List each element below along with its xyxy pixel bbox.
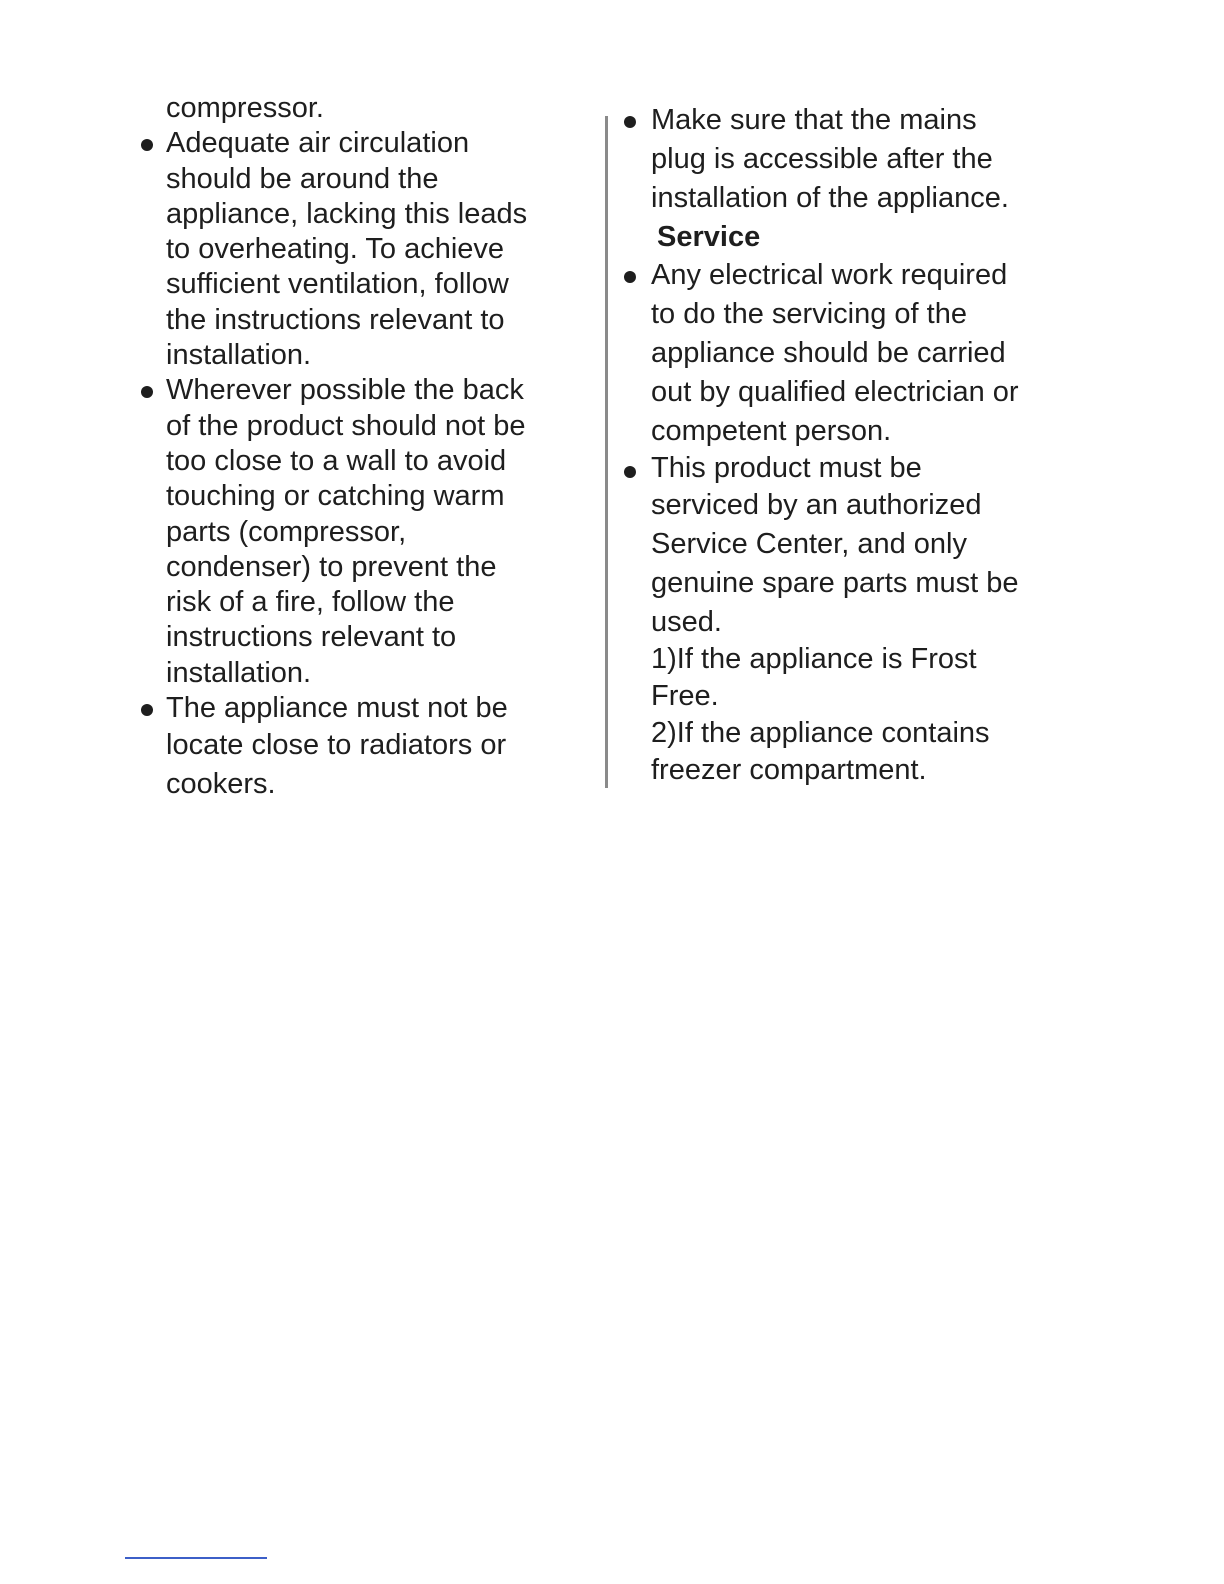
bullet-text-line: locate close to radiators or [166,729,507,762]
section-heading: Service [657,221,761,253]
bullet-text-line: instructions relevant to [166,621,457,654]
bullet-icon [141,139,153,151]
footnote-line: 1)If the appliance is Frost [651,643,977,675]
left-column [141,91,581,804]
bullet-text-line: to do the servicing of the [651,298,967,330]
continuation-text: compressor. [166,92,324,124]
footnote-line: 2)If the appliance contains [651,717,990,749]
bullet-text-line: too close to a wall to avoid [166,444,507,477]
bullet-icon [624,116,636,128]
bullet-text-line: parts (compressor, [166,515,407,548]
bullet-item [141,373,581,691]
bullet-text-line: installation of the appliance. [651,182,1009,214]
bullet-text-line: appliance should be carried [651,337,1006,369]
right-column [624,101,1084,790]
bullet-item [141,126,581,373]
footer-rule [125,1557,267,1559]
bullet-text-line: plug is accessible after the [651,143,993,175]
bullet-item [624,101,1084,218]
bullet-text-line: touching or catching warm [166,480,505,513]
footnote-line: Free. [651,680,719,712]
bullet-text-line: This product must be [651,452,922,484]
bullet-item [624,451,1084,642]
bullet-icon [624,466,636,478]
bullet-text-line: Adequate air circulation [166,127,470,160]
column-divider [605,116,608,788]
bullet-item [141,691,581,804]
bullet-text-line: condenser) to prevent the [166,550,497,583]
bullet-icon [624,271,636,283]
bullet-text-line: the instructions relevant to [166,303,505,336]
bullet-text-line: Service Center, and only [651,528,967,560]
bullet-text-line: should be around the [166,162,439,195]
bullet-text-line: The appliance must not be [166,692,508,725]
bullet-icon [141,386,153,398]
bullet-text-line: Make sure that the mains [651,104,977,136]
bullet-text-line: installation. [166,339,312,372]
bullet-item [624,256,1084,451]
bullet-text-line: installation. [166,656,312,689]
footnote-line: freezer compartment. [651,754,927,786]
bullet-text-line: of the product should not be [166,409,526,442]
bullet-text-line: Any electrical work required [651,259,1008,291]
bullet-text-line: sufficient ventilation, follow [166,268,509,301]
bullet-text-line: genuine spare parts must be [651,567,1019,599]
bullet-text-line: to overheating. To achieve [166,233,505,266]
bullet-text-line: out by qualified electrician or [651,376,1019,408]
bullet-text-line: cookers. [166,768,276,801]
bullet-text-line: used. [651,606,722,638]
bullet-text-line: serviced by an authorized [651,489,982,521]
bullet-text-line: appliance, lacking this leads [166,197,528,230]
bullet-text-line: competent person. [651,415,892,447]
bullet-icon [141,704,153,716]
footnotes [624,642,1084,790]
bullet-text-line: Wherever possible the back [166,374,524,407]
bullet-text-line: risk of a fire, follow the [166,586,455,619]
